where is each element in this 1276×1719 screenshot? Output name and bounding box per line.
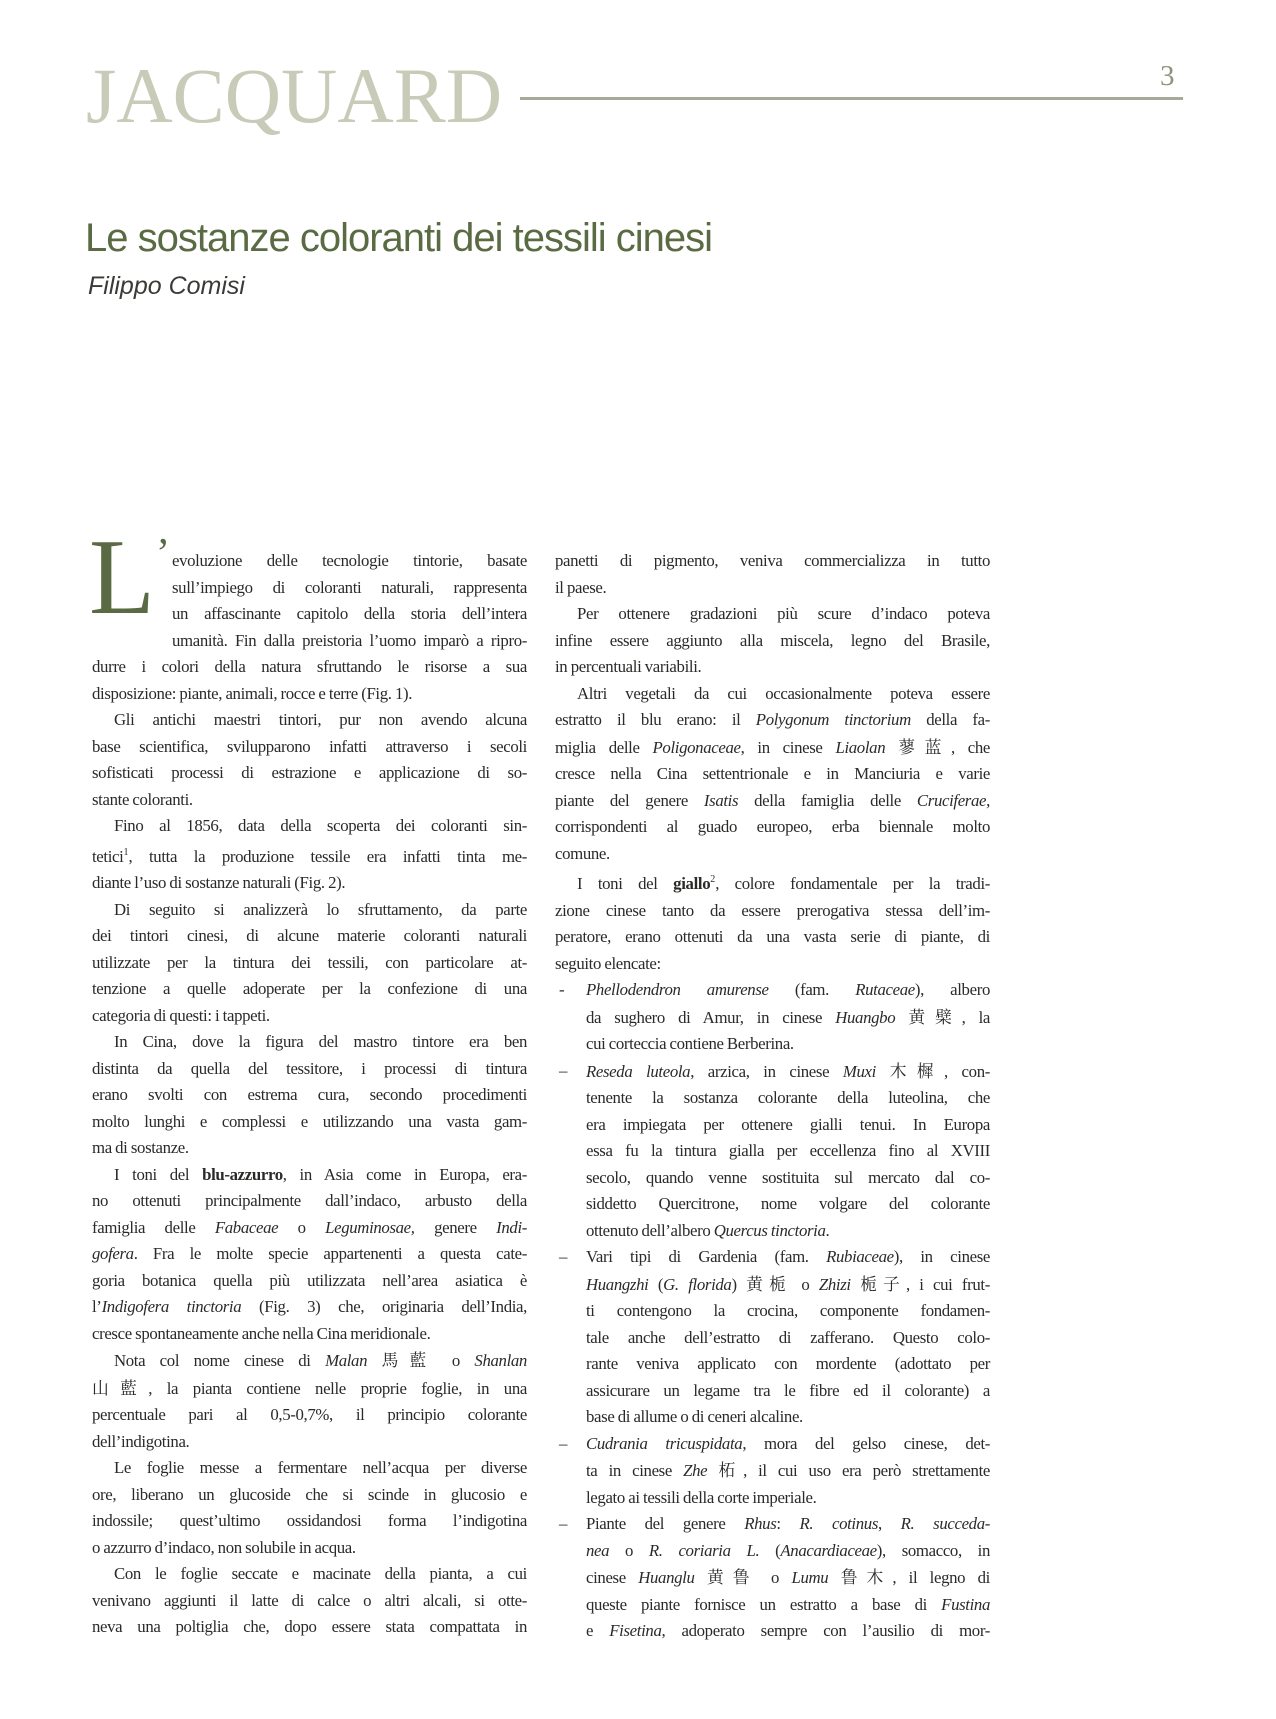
paragraph [92,1561,527,1641]
text-run: Polygonum tinctorium [755,710,911,729]
text-run: Liaolan [835,737,886,757]
list-item [555,977,990,1058]
text-run: Reseda luteola [586,1061,691,1081]
text-line: molto lunghi e complessi e utilizzando una vasta gam- [92,1111,527,1131]
paragraph [555,681,990,868]
text-run: Muxi [842,1061,876,1081]
list-item [555,1058,990,1245]
text-line: cui corteccia contiene Berberina. [586,1034,794,1053]
text-line: cresce spontaneamente anche nella Cina meridionale. [92,1323,431,1343]
paragraph [92,1347,527,1455]
text-line: seguito elencate: [555,953,661,973]
text-line: indossile; quest’ultimo ossidandosi forma l’indigotina [92,1511,527,1530]
text-line: comune. [555,843,610,863]
paragraph [92,707,527,813]
text-line: base scientifica, svilupparono infatti attraverso i secoli [92,736,527,756]
text-line: famiglia delle Fabaceae o Leguminosae, genere Indi- [92,1217,528,1237]
chinese-characters: 柘 [718,1460,744,1480]
paragraph [92,1455,527,1561]
chinese-characters: 栀子 [860,1273,906,1294]
text-line: gofera. Fra le molte specie appartenenti a questa cate- [92,1244,527,1263]
text-line: queste piante fornisce un estratto a base di Fustina [586,1594,990,1614]
chinese-characters: 山藍 [92,1377,149,1398]
text-line: l’Indigofera tinctoria (Fig. 3) che, originaria dell’India, [92,1297,527,1316]
text-line: infine essere aggiunto alla miscela, legno del Brasile, [555,630,990,650]
text-run: Huanglu [638,1568,695,1587]
text-line: un affascinante capitolo della storia dell’intera [172,604,527,623]
chinese-characters: 木樨 [889,1060,944,1081]
paragraph [92,1029,527,1162]
text-line: Gli antichi maestri tintori, pur non avendo alcuna [114,710,527,729]
text-line: estratto il blu erano: il Polygonum tinctorium della fa- [555,710,990,729]
text-line: ore, liberano un glucoside che si scinde in glucosio e [92,1484,527,1504]
text-line: peratore, erano ottenuti da una vasta serie di piante, di [555,927,990,946]
text-run: blu-azzurro [202,1164,283,1184]
text-line: Altri vegetali da cui occasionalmente poteva essere [577,683,990,703]
paragraph [555,548,990,601]
text-line: 山藍, la pianta contiene nelle proprie foglie, in una [92,1377,527,1398]
text-line: tenente la sostanza colorante della luteolina, che [586,1088,990,1107]
text-line: corrispondenti al guado europeo, erba biennale molto [555,817,990,836]
page-number: 3 [1160,60,1175,92]
text-run: Cudrania tricuspidata [586,1433,743,1453]
list-marker: – [559,1247,568,1266]
text-line: o azzurro d’indaco, non solubile in acqua. [92,1537,356,1557]
text-run: giallo [673,874,711,893]
list-marker: – [559,1060,568,1080]
text-line: disposizione: piante, animali, rocce e terre (Fig. 1). [92,683,413,703]
text-line: Le foglie messe a fermentare nell’acqua per diverse [114,1458,527,1477]
text-line: percentuale pari al 0,5-0,7%, il principio colorante [92,1405,527,1424]
text-line: nea o R. coriaria L. (Anacardiaceae), somacco, in [586,1540,990,1560]
text-line: Di seguito si analizzerà lo sfruttamento, da parte [114,899,527,919]
text-run: Quercus tinctoria [713,1220,826,1240]
chinese-characters: 黄栀 [746,1273,792,1294]
text-run: Anacardiaceae [780,1540,877,1560]
text-line: stante coloranti. [92,789,193,809]
drop-cap-apostrophe: ’ [155,531,170,577]
article-title: Le sostanze coloranti dei tessili cinesi [85,216,713,260]
paragraph [89,518,527,707]
text-run: Lumu [791,1568,829,1587]
text-line: Cudrania tricuspidata, mora del gelso cinese, det- [586,1433,991,1453]
text-run: Indi- [496,1217,528,1237]
list-item [555,1431,990,1512]
text-run: G. florida [663,1274,732,1294]
text-line: no ottenuti principalmente dall’indaco, arbusto della [92,1191,527,1210]
text-line: diante l’uso di sostanze naturali (Fig. 2). [92,873,346,892]
text-line: tenzione a quelle adoperate per la confezione di una [92,979,527,998]
text-line: panetti di pigmento, veniva commercializza in tutto [555,551,990,570]
text-run: nea [586,1540,610,1560]
text-run: Shanlan [474,1351,527,1370]
text-line: venivano aggiunti il latte di calce o altri alcali, si otte- [92,1590,527,1610]
text-line: I toni del giallo$^2$, colore fondamentale per la tradi- [577,874,990,893]
article-author: Filippo Comisi [88,272,245,300]
text-line: siddetto Quercitrone, nome volgare del colorante [586,1194,990,1213]
chinese-characters: 蓼蓝 [898,736,951,757]
chinese-characters: 黄鲁 [706,1567,759,1587]
text-line: umanità. Fin dalla preistoria l’uomo imparò a ripro- [172,630,527,650]
text-line: Piante del genere Rhus: R. cotinus, R. succeda- [586,1514,990,1533]
text-line: goria botanica quella più utilizzata nell’area asiatica è [92,1270,527,1290]
text-run: Phellodendron amurense [586,980,769,999]
text-line: Per ottenere gradazioni più scure d’indaco poteva [577,604,990,623]
footnote-reference: 2 [710,874,716,885]
text-line: sull’impiego di coloranti naturali, rappresenta [172,577,527,597]
chinese-characters: 黄檗 [908,1006,962,1027]
text-run: Fabaceae [214,1217,279,1237]
text-line: durre i colori della natura sfruttando le risorse a sua [92,657,527,676]
text-run: Zhe [683,1461,708,1480]
text-line: assicurare un legame tra le fibre ed il colorante) a [586,1380,990,1400]
text-line: dei tintori cinesi, di alcune materie coloranti naturali [92,926,527,945]
list-marker: – [559,1514,568,1533]
text-run: Malan [325,1351,368,1370]
text-run: Rubiaceae [826,1247,894,1266]
text-run: Isatis [703,790,739,810]
text-line: Reseda luteola, arzica, in cinese Muxi 木樨, con- [586,1060,990,1081]
left-column [89,518,528,1645]
text-run: Zhizi [818,1274,851,1294]
text-run: R. cotinus [799,1514,879,1533]
text-line: Nota col nome cinese di Malan 馬藍 o Shanlan [114,1350,527,1370]
text-line: tale anche dell’estratto di zafferano. Questo colo- [586,1327,990,1347]
text-line: in percentuali variabili. [555,657,702,676]
text-line: Phellodendron amurense (fam. Rutaceae), albero [586,980,990,999]
text-run: Rutaceae [855,980,915,999]
text-run: Huangzhi [586,1274,649,1294]
text-run: Rhus [744,1514,777,1533]
text-line: e Fisetina, adoperato sempre con l’ausilio di mor- [586,1621,990,1640]
text-line: ti contengono la crocina, componente fondamen- [586,1301,990,1320]
list-marker: – [559,1433,568,1453]
text-line: categoria di questi: i tappeti. [92,1005,270,1025]
text-line: legato ai tessili della corte imperiale. [586,1487,817,1507]
text-run: Huangbo [835,1007,896,1027]
text-line: ta in cinese Zhe 柘, il cui uso era però strettamente [586,1460,990,1480]
text-line: cresce nella Cina settentrionale e in Manciuria e varie [555,764,990,783]
paragraph [92,1162,527,1348]
text-run: Poligonaceae [652,737,741,757]
header-rule [520,97,1183,100]
text-line: essa fu la tintura gialla per eccellenza fino al XVIII [586,1141,990,1160]
text-run: gofera [92,1244,134,1263]
text-line: cinese Huanglu 黄鲁 o Lumu 鲁木, il legno di [586,1567,990,1587]
text-line: ma di sostanze. [92,1138,189,1157]
text-line: rante veniva applicato con mordente (adottato per [586,1354,990,1373]
text-line: neva una poltiglia che, dopo essere stata compattata in [92,1617,527,1636]
text-line: utilizzate per la tintura dei tessili, con particolare at- [92,952,527,972]
text-line: miglia delle Poligonaceae, in cinese Liaolan 蓼蓝, che [555,736,990,757]
list-item [555,1511,990,1645]
text-run: Leguminosae, [325,1217,415,1237]
right-column [555,548,990,1645]
text-line: il paese. [555,577,607,597]
text-line: I toni del blu-azzurro, in Asia come in Europa, era- [114,1164,527,1184]
drop-cap: L’ [89,518,170,637]
text-line: Con le foglie seccate e macinate della pianta, a cui [114,1564,527,1583]
text-run: Fisetina [609,1621,662,1640]
text-line: piante del genere Isatis della famiglia delle Cruciferae, [555,790,990,810]
text-line: Fino al 1856, data della scoperta dei coloranti sin- [114,816,527,835]
text-line: dell’indigotina. [92,1431,190,1451]
text-line: Huangzhi (G. florida) 黄栀 o Zhizi 栀子, i cui frut- [586,1273,990,1294]
paragraph [92,813,527,897]
text-run: Fustina [941,1594,990,1614]
footnote-reference: 1 [123,846,129,858]
text-line: Vari tipi di Gardenia (fam. Rubiaceae), in cinese [586,1247,990,1266]
text-line: distinta da quella del tessitore, i processi di tintura [92,1058,527,1078]
paragraph [92,897,527,1030]
chinese-characters: 鲁木 [840,1567,893,1587]
text-line: secolo, quando venne sostituita sul mercato dal co- [586,1167,990,1187]
text-line: era impiegata per ottenere gialli tenui. In Europa [586,1114,990,1134]
list-marker: - [559,980,565,999]
text-line: evoluzione delle tecnologie tintorie, basate [172,551,527,570]
chinese-characters: 馬藍 [381,1350,438,1370]
article-body [89,518,991,1645]
text-line: tetici$^1$, tutta la produzione tessile era infatti tinta me- [92,846,527,866]
masthead-logo: JACQUARD [86,52,503,139]
text-line: sofisticati processi di estrazione e applicazione di so- [92,763,527,782]
paragraph [555,867,990,977]
text-line: base di allume o di ceneri alcaline. [586,1407,803,1426]
text-line: zione cinese tanto da essere prerogativa stessa dell’im- [555,900,990,920]
text-line: da sughero di Amur, in cinese Huangbo 黄檗, la [586,1006,990,1027]
text-run: R. succeda- [900,1514,990,1533]
text-run: Cruciferae [916,790,987,810]
paragraph [555,601,990,681]
list-item [555,1244,990,1431]
text-line: ottenuto dell’albero Quercus tinctoria. [586,1220,830,1240]
text-run: Indigofera tinctoria [101,1297,242,1316]
text-line: erano svolti con estrema cura, secondo procedimenti [92,1085,527,1104]
text-run: R. coriaria L. [648,1540,760,1560]
text-line: In Cina, dove la figura del mastro tintore era ben [114,1032,527,1051]
